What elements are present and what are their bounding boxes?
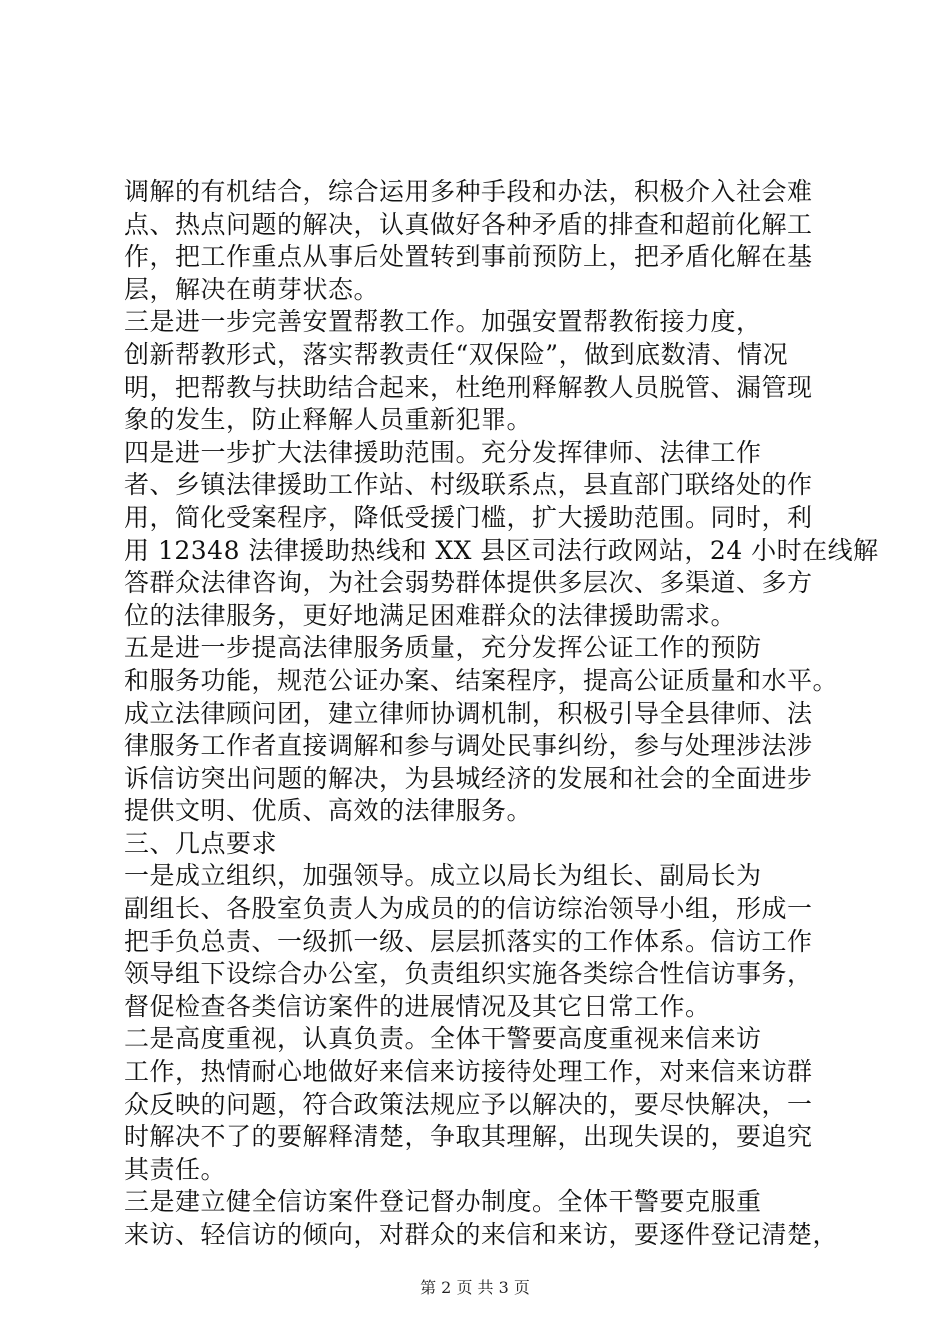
- page-number-label: 第 2 页 共 3 页: [420, 1278, 530, 1297]
- text-line: 用，简化受案程序，降低受援门槛，扩大援助范围。同时，利: [124, 502, 813, 532]
- text-line: 二是高度重视，认真负责。全体干警要高度重视来信来访: [124, 1024, 762, 1054]
- text-line: 其责任。: [124, 1154, 227, 1184]
- text-line: 副组长、各股室负责人为成员的的信访综治领导小组，形成一: [124, 894, 813, 924]
- text-line: 众反映的问题，符合政策法规应予以解决的，要尽快解决，一: [124, 1089, 813, 1119]
- text-line: 四是进一步扩大法律援助范围。充分发挥律师、法律工作: [124, 437, 762, 467]
- text-line: 位的法律服务，更好地满足困难群众的法律援助需求。: [124, 600, 737, 630]
- section-heading: 三、几点要求: [124, 828, 278, 858]
- body-text: [124, 176, 879, 1252]
- text-line: 调解的有机结合，综合运用多种手段和办法，积极介入社会难: [124, 177, 813, 206]
- text-line: 作，把工作重点从事后处置转到事前预防上，把矛盾化解在基: [124, 242, 813, 272]
- text-line: 者、乡镇法律援助工作站、村级联系点，县直部门联络处的作: [124, 470, 813, 500]
- text-line: 一是成立组织，加强领导。成立以局长为组长、副局长为: [124, 861, 762, 891]
- text-line: 明，把帮教与扶助结合起来，杜绝刑释解教人员脱管、漏管现: [124, 372, 813, 402]
- text-line: 律服务工作者直接调解和参与调处民事纠纷，参与处理涉法涉: [124, 731, 813, 761]
- text-line: 答群众法律咨询，为社会弱势群体提供多层次、多渠道、多方: [124, 568, 813, 598]
- text-line: 五是进一步提高法律服务质量，充分发挥公证工作的预防: [124, 633, 762, 663]
- text-line: 和服务功能，规范公证办案、结案程序，提高公证质量和水平。: [124, 665, 839, 695]
- text-line: 把手负总责、一级抓一级、层层抓落实的工作体系。信访工作: [124, 926, 813, 956]
- text-line: 象的发生，防止释解人员重新犯罪。: [124, 405, 533, 435]
- text-line: 三是进一步完善安置帮教工作。加强安置帮教衔接力度，: [124, 307, 762, 337]
- text-line: 点、热点问题的解决，认真做好各种矛盾的排查和超前化解工: [124, 209, 813, 239]
- text-line: 用 12348 法律援助热线和 XX 县区司法行政网站，24 小时在线解: [124, 535, 879, 565]
- text-line: 时解决不了的要解释清楚，争取其理解，出现失误的，要追究: [124, 1122, 813, 1152]
- page-footer: [0, 1275, 950, 1298]
- text-line: 创新帮教形式，落实帮教责任“双保险”，做到底数清、情况: [124, 339, 789, 369]
- text-line: 三是建立健全信访案件登记督办制度。全体干警要克服重: [124, 1187, 762, 1217]
- text-line: 工作，热情耐心地做好来信来访接待处理工作，对来信来访群: [124, 1057, 813, 1087]
- text-line: 提供文明、优质、高效的法律服务。: [124, 796, 533, 826]
- text-line: 领导组下设综合办公室，负责组织实施各类综合性信访事务，: [124, 959, 813, 989]
- text-line: 层，解决在萌芽状态。: [124, 274, 380, 304]
- text-line: 督促检查各类信访案件的进展情况及其它日常工作。: [124, 991, 711, 1021]
- text-line: 来访、轻信访的倾向，对群众的来信和来访，要逐件登记清楚，: [124, 1220, 839, 1249]
- text-line: 诉信访突出问题的解决，为县城经济的发展和社会的全面进步: [124, 763, 813, 793]
- text-line: 成立法律顾问团，建立律师协调机制，积极引导全县律师、法: [124, 698, 813, 728]
